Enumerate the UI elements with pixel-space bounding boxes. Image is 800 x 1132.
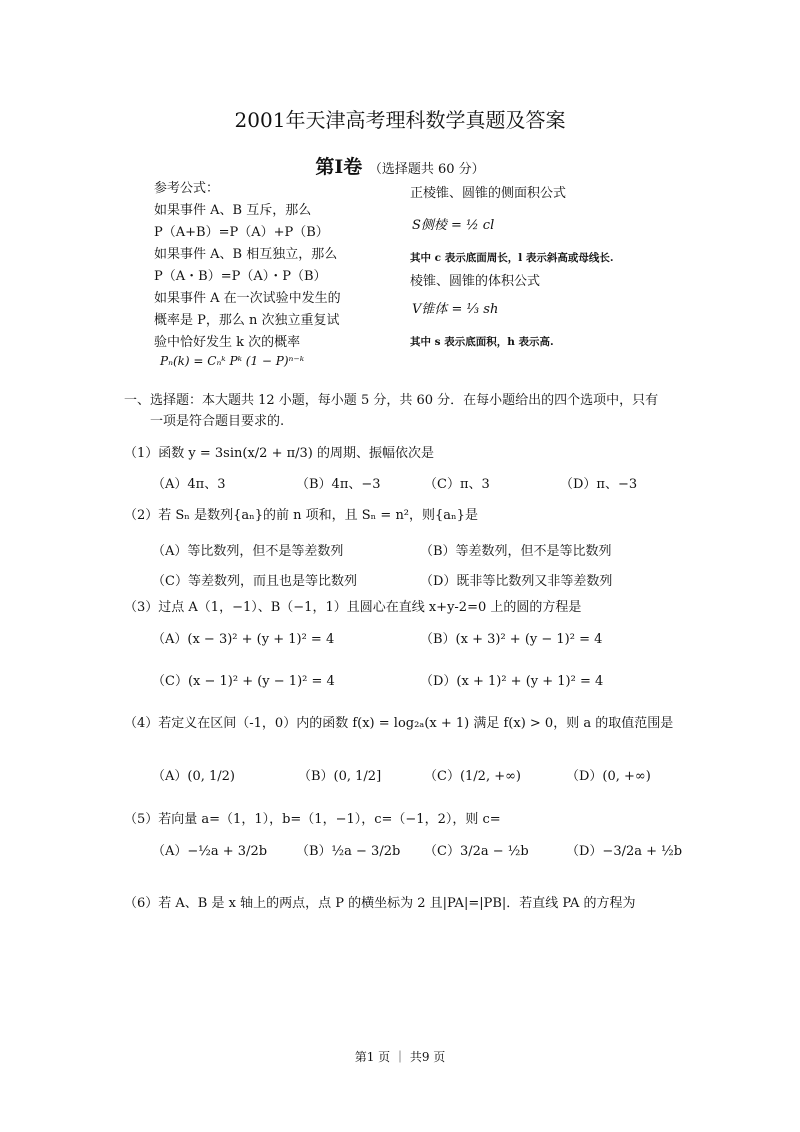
volume-main: 第Ⅰ卷 xyxy=(315,156,363,178)
question-4-stem: （4）若定义在区间（-1，0）内的函数 f(x) = log₂ₐ(x + 1) 满足 f(x) > 0，则 a 的取值范围是 xyxy=(124,716,674,731)
q1-option-a: （A）4π、3 xyxy=(152,477,226,492)
q4-option-b: （B）(0, 1/2] xyxy=(298,769,382,784)
lateral-area-formula: S侧棱 = ½ cl xyxy=(412,218,495,233)
question-2-stem: （2）若 Sₙ 是数列{aₙ}的前 n 项和，且 Sₙ = n²，则{aₙ}是 xyxy=(124,508,478,523)
q4-option-a: （A）(0, 1/2) xyxy=(152,769,235,784)
q1-option-b: （B）4π、−3 xyxy=(296,477,381,492)
q4-option-d: （D）(0, +∞) xyxy=(566,769,651,784)
q2-option-d: （D）既非等比数列又非等差数列 xyxy=(420,574,613,589)
q1-option-c: （C）π、3 xyxy=(424,477,490,492)
question-6-stem: （6）若 A、B 是 x 轴上的两点，点 P 的横坐标为 2 且|PA|=|PB|．若直线 PA 的方程为 xyxy=(124,896,636,911)
question-5-stem: （5）若向量 a=（1，1），b=（1，−1），c=（−1，2），则 c= xyxy=(124,812,501,827)
q3-option-b: （B）(x + 3)² + (y − 1)² = 4 xyxy=(420,632,603,647)
q2-option-b: （B）等差数列，但不是等比数列 xyxy=(420,544,612,559)
formula-line: 参考公式： xyxy=(154,181,220,196)
q5-option-b: （B）½a − 3/2b xyxy=(296,844,401,859)
formula-line: P（A+B）=P（A）+P（B） xyxy=(154,225,329,240)
formula-line: 验中恰好发生 k 次的概率 xyxy=(154,335,301,350)
formula-line: 如果事件 A、B 互斥，那么 xyxy=(154,203,312,218)
volume-note: 其中 s 表示底面积，h 表示高. xyxy=(410,336,554,348)
binomial-formula: Pₙ(k) = Cₙᵏ Pᵏ (1 − P)ⁿ⁻ᵏ xyxy=(160,354,305,368)
formula-line: P（A・B）=P（A）・P（B） xyxy=(154,269,327,284)
page-footer: 第1 页 ｜ 共9 页 xyxy=(354,1050,446,1064)
lateral-area-heading: 正棱锥、圆锥的侧面积公式 xyxy=(410,186,567,201)
lateral-area-note: 其中 c 表示底面周长，l 表示斜高或母线长. xyxy=(410,252,614,264)
q3-option-d: （D）(x + 1)² + (y + 1)² = 4 xyxy=(420,674,604,689)
q5-option-a: （A）−½a + 3/2b xyxy=(152,844,268,859)
question-1-stem: （1）函数 y = 3sin(x/2 + π/3) 的周期、振幅依次是 xyxy=(124,446,434,461)
section-intro-line: 一、选择题：本大题共 12 小题，每小题 5 分，共 60 分．在每小题给出的四个选项中，只有 xyxy=(124,393,659,408)
q4-option-c: （C）(1/2, +∞) xyxy=(424,769,521,784)
page-title: 2001年天津高考理科数学真题及答案 xyxy=(234,108,566,132)
volume-formula: V锥体 = ⅓ sh xyxy=(412,302,499,317)
q2-option-a: （A）等比数列，但不是等差数列 xyxy=(152,544,344,559)
q5-option-c: （C）3/2a − ½b xyxy=(424,844,529,859)
q2-option-c: （C）等差数列，而且也是等比数列 xyxy=(152,574,357,589)
section-intro xyxy=(124,390,658,432)
q1-option-d: （D）π、−3 xyxy=(560,477,638,492)
formulas-left xyxy=(154,178,341,354)
formula-line: 如果事件 A、B 相互独立，那么 xyxy=(154,247,338,262)
q3-option-a: （A）(x − 3)² + (y + 1)² = 4 xyxy=(152,632,335,647)
formula-line: 如果事件 A 在一次试验中发生的 xyxy=(154,291,341,306)
q5-option-d: （D）−3/2a + ½b xyxy=(566,844,683,859)
volume-formula-heading: 棱锥、圆锥的体积公式 xyxy=(410,274,541,289)
formula-line: 概率是 P，那么 n 次独立重复试 xyxy=(154,313,340,328)
volume-sub: （选择题共 60 分） xyxy=(368,162,485,177)
question-3-stem: （3）过点 A（1，−1）、B（−1，1）且圆心在直线 x+y-2=0 上的圆的方程是 xyxy=(124,600,582,615)
section-intro-line: 一项是符合题目要求的. xyxy=(150,414,285,429)
q3-option-c: （C）(x − 1)² + (y − 1)² = 4 xyxy=(152,674,335,689)
volume-heading xyxy=(0,152,800,179)
